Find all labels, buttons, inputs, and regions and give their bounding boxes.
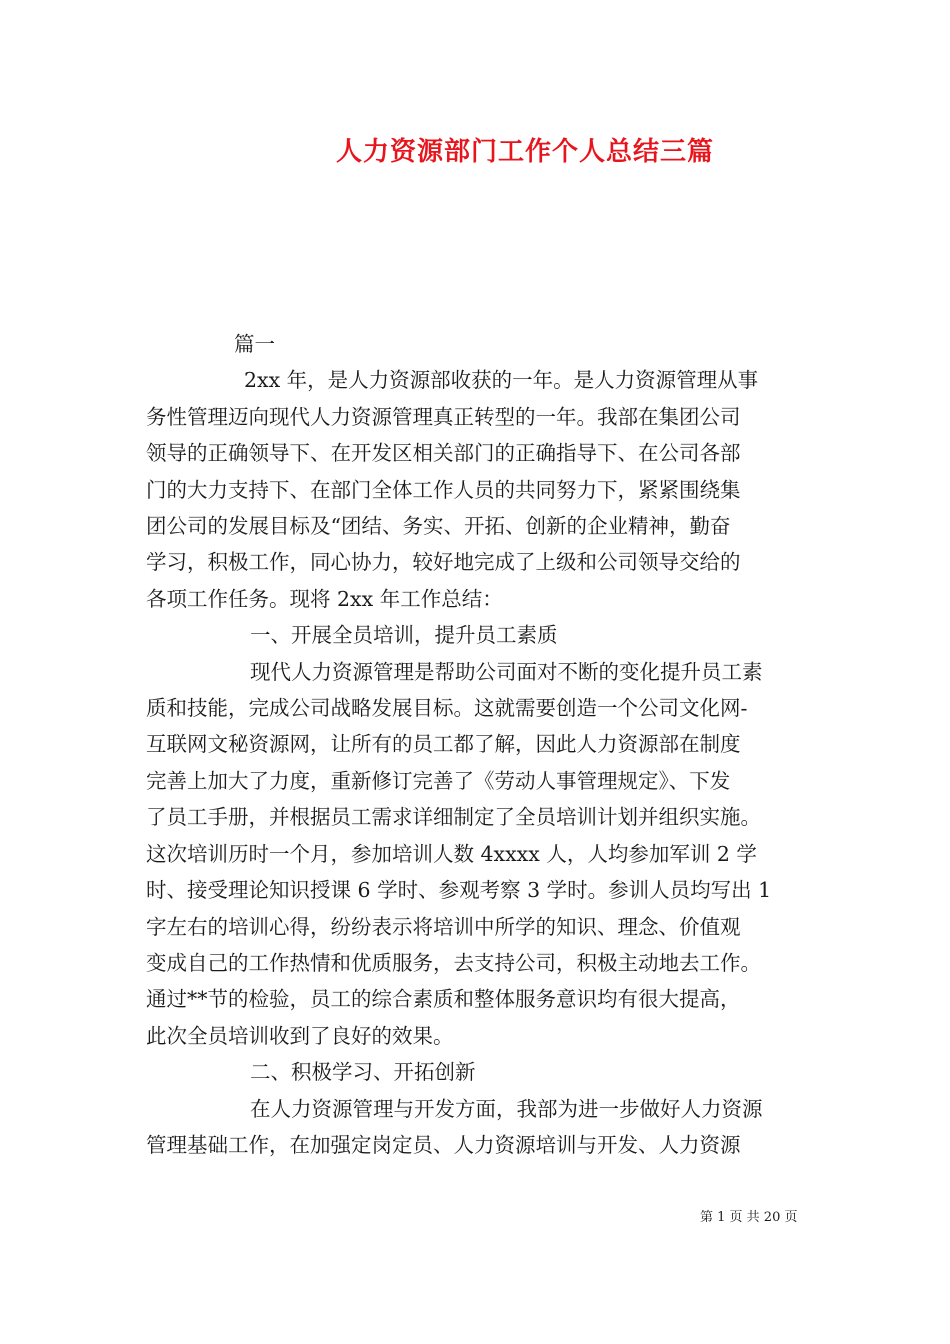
paragraph-line: 门的大力支持下、在部门全体工作人员的共同努力下，紧紧围绕集 xyxy=(146,477,741,502)
paragraph-line: 字左右的培训心得，纷纷表示将培训中所学的知识、理念、价值观 xyxy=(146,914,741,939)
paragraph-line: 质和技能，完成公司战略发展目标。这就需要创造一个公司文化网- xyxy=(146,696,748,721)
page-title: 人力资源部门工作个人总结三篇 xyxy=(335,137,714,167)
paragraph-line: 领导的正确领导下、在开发区相关部门的正确指导下、在公司各部 xyxy=(146,441,741,466)
section-label: 篇一 xyxy=(234,332,275,356)
paragraph-line: 了员工手册，并根据员工需求详细制定了全员培训计划并组织实施。 xyxy=(146,805,761,830)
paragraph-line: 变成自己的工作热情和优质服务，去支持公司，积极主动地去工作。 xyxy=(146,950,761,975)
paragraph-line: 2xx 年，是人力资源部收获的一年。是人力资源管理从事 xyxy=(244,368,759,393)
paragraph-line: 各项工作任务。现将 2xx 年工作总结： xyxy=(146,586,503,611)
paragraph-line: 此次全员培训收到了良好的效果。 xyxy=(146,1023,454,1048)
paragraph-line: 互联网文秘资源网，让所有的员工都了解，因此人力资源部在制度 xyxy=(146,732,741,757)
paragraph-line: 时、接受理论知识授课 6 学时、参观考察 3 学时。参训人员均写出 1 xyxy=(146,878,772,903)
paragraph-line: 现代人力资源管理是帮助公司面对不断的变化提升员工素 xyxy=(250,659,763,684)
paragraph-line: 这次培训历时一个月，参加培训人数 4xxxx 人，人均参加军训 2 学 xyxy=(146,841,757,866)
paragraph-line: 学习，积极工作，同心协力，较好地完成了上级和公司领导交给的 xyxy=(146,550,741,575)
paragraph-line: 团公司的发展目标及“团结、务实、开拓、创新的企业精神，勤奋 xyxy=(146,514,731,539)
document-body xyxy=(146,326,816,1163)
section-heading: 一、开展全员培训，提升员工素质 xyxy=(250,623,558,648)
paragraph-line: 管理基础工作，在加强定岗定员、人力资源培训与开发、人力资源 xyxy=(146,1132,741,1157)
paragraph-line: 务性管理迈向现代人力资源管理真正转型的一年。我部在集团公司 xyxy=(146,404,741,429)
page-number: 第 1 页 共 20 页 xyxy=(700,1210,798,1225)
paragraph-line: 完善上加大了力度，重新修订完善了《劳动人事管理规定》、下发 xyxy=(146,768,731,793)
paragraph-line: 通过**节的检验，员工的综合素质和整体服务意识均有很大提高， xyxy=(146,987,741,1012)
section-heading: 二、积极学习、开拓创新 xyxy=(250,1060,476,1085)
paragraph-line: 在人力资源管理与开发方面，我部为进一步做好人力资源 xyxy=(250,1096,763,1121)
